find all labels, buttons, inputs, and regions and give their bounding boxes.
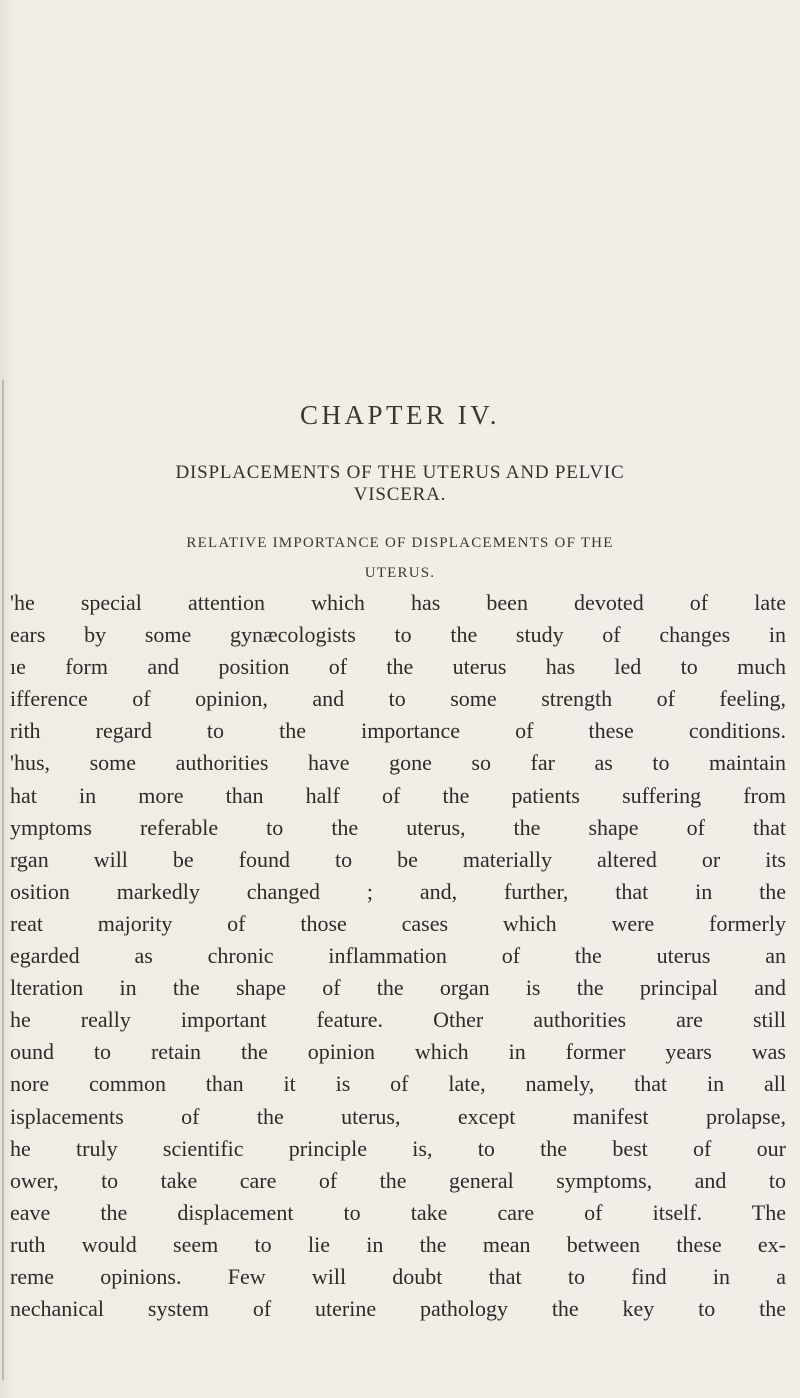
text-line: egarded as chronic inflammation of the uterus an [10,943,786,969]
chapter-title [0,462,800,506]
text-line: reme opinions. Few will doubt that to find in a [10,1263,786,1289]
text-line: lteration in the shape of the organ is the principal and [10,975,786,1001]
section-heading [0,528,800,588]
body-paragraph [10,587,786,1325]
text-line: 'hus, some authorities have gone so far as to maintain [10,750,786,776]
text-line: ower, to take care of the general symptoms, and to [10,1167,786,1193]
section-heading-line: RELATIVE IMPORTANCE OF DISPLACEMENTS OF THE [186,535,614,551]
text-line: ruth would seem to lie in the mean between these ex- [10,1231,786,1257]
text-line: hat in more than half of the patients suffering from [10,782,786,808]
text-line: ound to retain the opinion which in former years was [10,1039,786,1065]
text-line: nore common than it is of late, namely, that in all [10,1071,786,1097]
chapter-title-line: VISCERA. [353,484,447,505]
text-line: ears by some gynæcologists to the study of changes in [10,622,786,648]
text-line: ifference of opinion, and to some strength of feeling, [10,686,786,712]
text-line: isplacements of the uterus, except manifest prolapse, [10,1103,786,1129]
chapter-title-line: DISPLACEMENTS OF THE UTERUS AND PELVIC [175,462,625,483]
text-line: rgan will be found to be materially altered or its [10,846,786,872]
section-heading-line: UTERUS. [364,565,436,581]
text-line: nechanical system of uterine pathology the key to the [10,1296,786,1322]
text-line: osition markedly changed ; and, further, that in the [10,878,786,904]
text-line: reat majority of those cases which were formerly [10,910,786,936]
text-line: ıe form and position of the uterus has led to much [10,654,786,680]
text-line: rith regard to the importance of these conditions. [10,718,786,744]
text-line: eave the displacement to take care of itself. The [10,1199,786,1225]
text-line: he really important feature. Other authorities are still [10,1007,786,1033]
text-line: ymptoms referable to the uterus, the shape of that [10,814,786,840]
text-line: he truly scientific principle is, to the best of our [10,1135,786,1161]
chapter-heading: CHAPTER IV. [299,400,501,430]
text-line: 'he special attention which has been devoted of late [10,590,786,615]
